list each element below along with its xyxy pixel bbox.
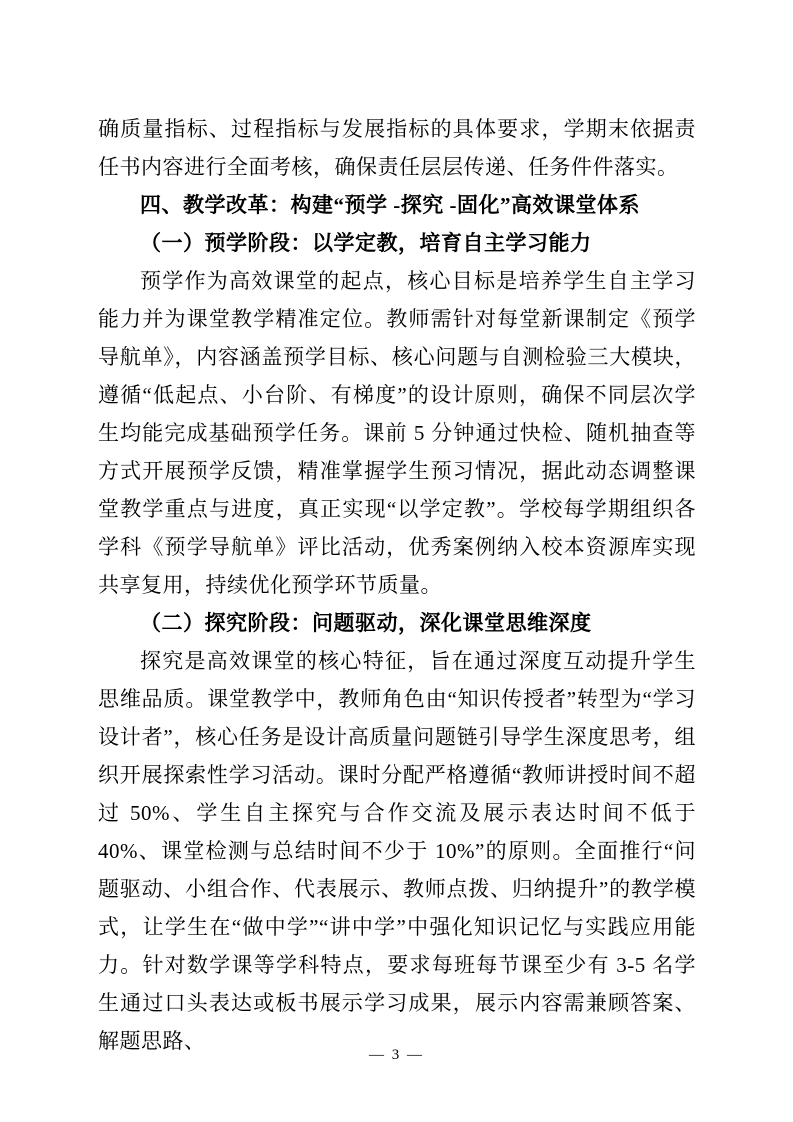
- page-number: — 3 —: [369, 1047, 424, 1063]
- section-heading: 四、教学改革：构建“预学 -探究 -固化”高效课堂体系: [140, 193, 640, 217]
- subsection-heading-explore: （二）探究阶段：问题驱动，深化课堂思维深度: [140, 611, 592, 635]
- paragraph-continuation: 确质量指标、过程指标与发展指标的具体要求，学期末依据责任书内容进行全面考核，确保责任层层传递、任务件件落实。: [98, 117, 696, 179]
- subsection-heading-preview: （一）预学阶段：以学定教，培育自主学习能力: [140, 231, 592, 255]
- paragraph-preview-stage: 预学作为高效课堂的起点，核心目标是培养学生自主学习能力并为课堂教学精准定位。教师需针对每堂新课制定《预学导航单》，内容涵盖预学目标、核心问题与自测检验三大模块，遵循“低起点、小台阶、有梯度”的设计原则，确保不同层次学生均能完成基础预学任务。课前 5 分钟通过快检、随机抽查等方式开展预学反馈，精准掌握学生预习情况，据此动态调整课堂教学重点与进度，真正实现“以学定教”。学校每学期组织各学科《预学导航单》评比活动，优秀案例纳入校本资源库实现共享复用，持续优化预学环节质量。: [98, 269, 696, 597]
- paragraph-explore-stage: 探究是高效课堂的核心特征，旨在通过深度互动提升学生思维品质。课堂教学中，教师角色由“知识传授者”转型为“学习设计者”，核心任务是设计高质量问题链引导学生深度思考，组织开展探索性学习活动。课时分配严格遵循“教师讲授时间不超过 50%、学生自主探究与合作交流及展示表达时间不低于 40%、课堂检测与总结时间不少于 10%”的原则。全面推行“问题驱动、小组合作、代表展示、教师点拨、归纳提升”的教学模式，让学生在“做中学”“讲中学”中强化知识记忆与实践应用能力。针对数学课等学科特点，要求每班每节课至少有 3-5 名学生通过口头表达或板书展示学习成果，展示内容需兼顾答案、解题思路、: [98, 649, 696, 1053]
- document-body: [98, 110, 696, 1060]
